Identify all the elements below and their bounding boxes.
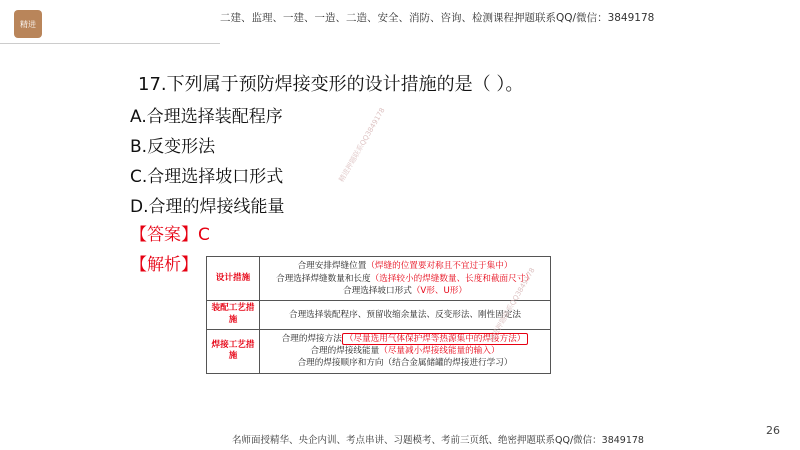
option-c: C.合理选择坡口形式: [130, 167, 284, 187]
watermark: 精进押题联系QQ3849178: [337, 106, 387, 184]
header-contact-text: 二建、监理、一建、一造、二造、安全、消防、咨询、检测课程押题联系QQ/微信：3849178: [220, 12, 655, 24]
measure-line: [262, 273, 548, 285]
category-cell: 设计措施: [207, 257, 260, 301]
table-row: [207, 257, 551, 301]
measure-line: [262, 260, 548, 272]
measure-note: （结合金属储罐的焊接进行学习）: [383, 358, 513, 369]
content-cell: [260, 257, 551, 301]
category-cell: 装配工艺措施: [207, 301, 260, 329]
measure-note: （尽量减小焊接线能量的输入）: [379, 346, 500, 357]
brand-logo: [14, 10, 42, 38]
content-cell: [260, 329, 551, 374]
measure-text: 合理安排焊缝位置: [297, 261, 367, 272]
measure-line: [262, 333, 548, 345]
option-d: D.合理的焊接线能量: [130, 197, 285, 217]
category-cell: 焊接工艺措施: [207, 329, 260, 374]
measure-text: 合理选择装配程序、预留收缩余量法、反变形法、刚性固定法: [288, 309, 522, 320]
option-b: B.反变形法: [130, 137, 216, 157]
measure-note: （焊缝的位置要对称且不宜过于集中）: [366, 261, 513, 272]
measure-text: 合理选择焊缝数量和长度: [276, 273, 371, 284]
measure-text: 合理的焊接方法: [281, 333, 342, 344]
analysis-label: 【解析】: [130, 255, 198, 275]
logo-text: 精进: [20, 19, 36, 29]
question-text: 17.下列属于预防焊接变形的设计措施的是（ ）。: [138, 74, 524, 95]
measure-text: 合理选择坡口形式: [343, 285, 412, 296]
measure-note: （选择较小的焊缝数量、长度和截面尺寸）: [370, 273, 534, 284]
page-number: 26: [766, 424, 780, 437]
watermark: 精进押题联系QQ3849178: [487, 266, 537, 344]
measure-text: 合理的焊接顺序和方向: [297, 358, 384, 369]
measure-line: [262, 285, 548, 297]
header-divider: [0, 43, 220, 44]
measure-text: 合理的焊接线能量: [310, 346, 380, 357]
answer-text: 【答案】C: [130, 225, 210, 245]
measure-line: [262, 345, 548, 357]
option-a: A.合理选择装配程序: [130, 107, 283, 127]
footer-contact-text: 名师面授精华、央企内训、考点串讲、习题模考、考前三页纸、绝密押题联系QQ/微信：3849178: [232, 435, 644, 446]
measure-note: （尽量选用气体保护焊等热源集中的焊接方法）: [342, 333, 528, 345]
measure-line: [262, 357, 548, 369]
measure-note: （V形、U形）: [411, 285, 467, 296]
